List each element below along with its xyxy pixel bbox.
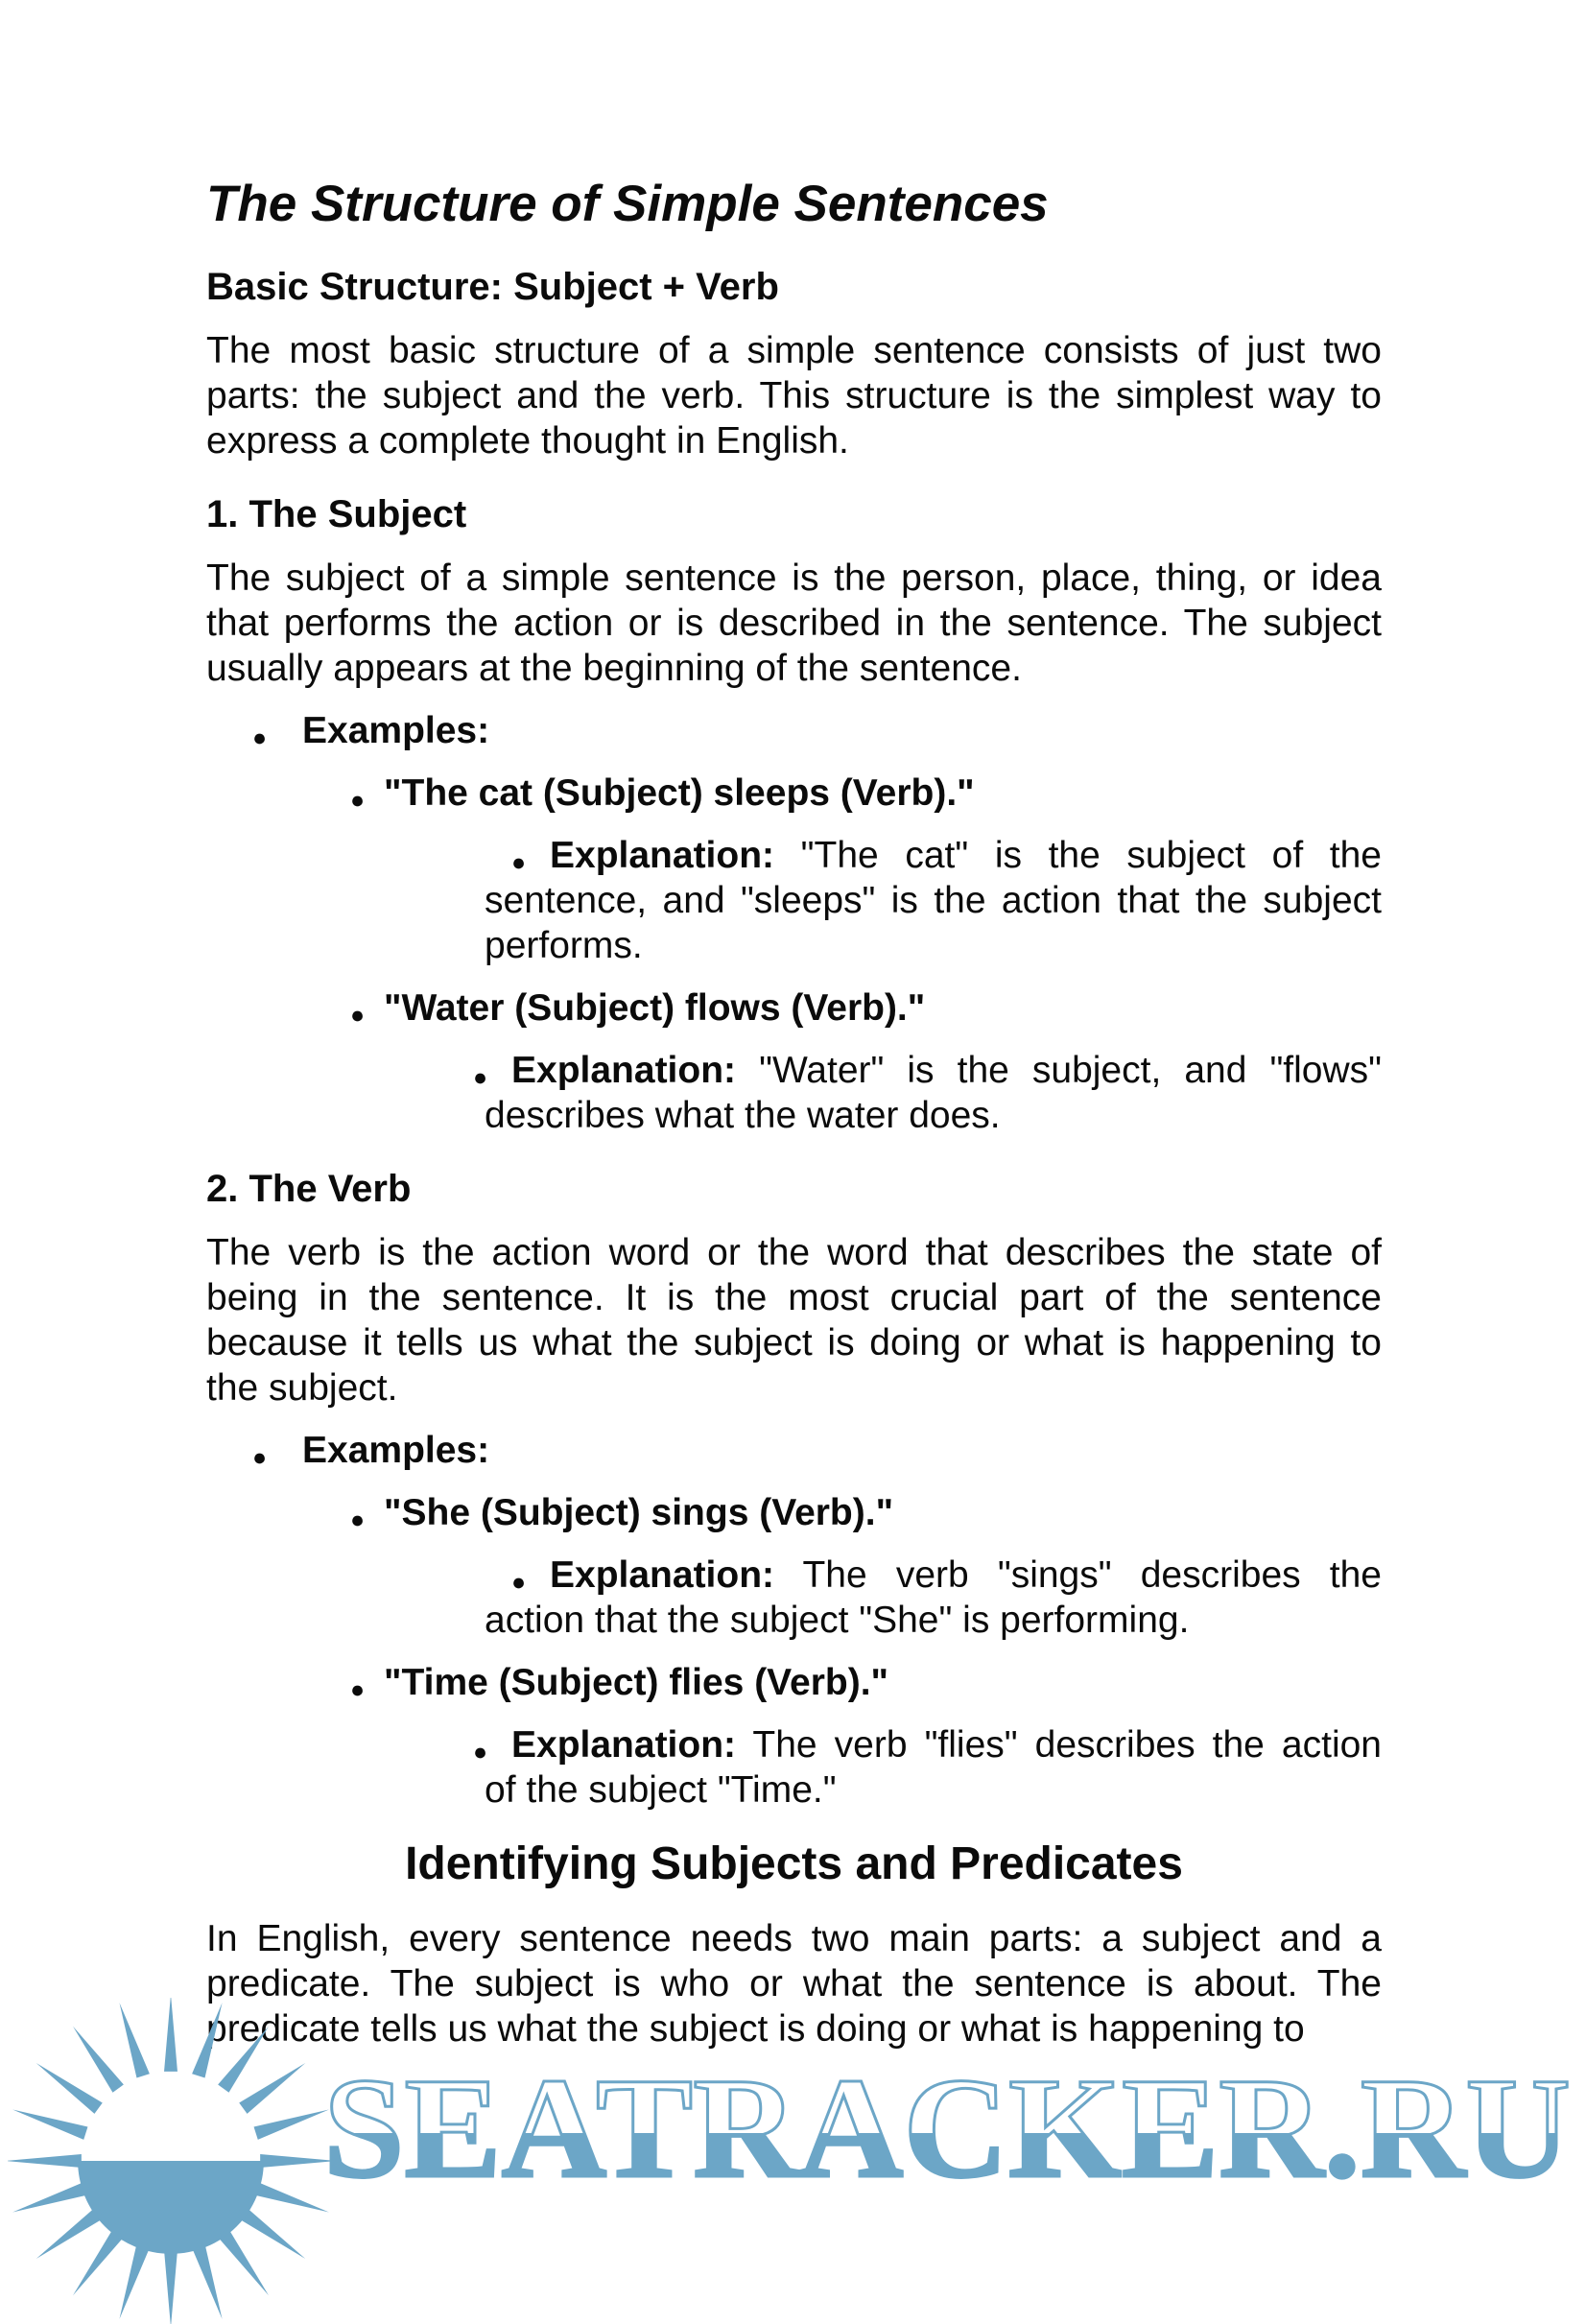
section-heading-identifying: Identifying Subjects and Predicates: [405, 1838, 1183, 1889]
list-item-example-sentence: ● "The cat (Subject) sleeps (Verb).": [206, 771, 1382, 816]
list-item-example-sentence: ● "She (Subject) sings (Verb).": [206, 1490, 1382, 1535]
watermark: [0, 1996, 1586, 2241]
list-item-explanation: [206, 1553, 1382, 1643]
paragraph-basic-structure: The most basic structure of a simple sentence consists of just two parts: the subject and the verb. This structure is the simplest way to express a complete thought in English.: [206, 330, 1382, 462]
explanation-label: Explanation:: [550, 835, 775, 876]
explanation-label: Explanation:: [511, 1724, 737, 1766]
explanation-text: The verb "sings" describes the action that the subject "She" is performing.: [485, 1554, 1382, 1641]
watermark-text: [321, 2046, 1580, 2204]
list-item-explanation: [206, 833, 1382, 968]
explanation-label: Explanation:: [550, 1554, 775, 1596]
watermark-text-glyphs: SEATRACKER.RU: [323, 2049, 1571, 2204]
section-heading-subject: 1. The Subject: [206, 493, 467, 535]
sun-icon: [8, 1998, 334, 2324]
list-item-example-sentence: ● "Time (Subject) flies (Verb).": [206, 1660, 1382, 1705]
list-item-explanation: [206, 1722, 1382, 1813]
list-item-explanation: [206, 1048, 1382, 1138]
page-title: The Structure of Simple Sentences: [206, 176, 1049, 232]
explanation-text: The verb "flies" describes the action of the subject "Time.": [485, 1724, 1382, 1811]
explanation-text: "The cat" is the subject of the sentence, and "sleeps" is the action that the subject performs.: [485, 835, 1382, 966]
sun-lower-half: [78, 2161, 264, 2254]
explanation-text: "Water" is the subject, and "flows" describes what the water does.: [485, 1050, 1382, 1136]
section-heading-verb: 2. The Verb: [206, 1168, 412, 1210]
list-item-examples-label: ● Examples:: [206, 708, 1382, 753]
paragraph-verb: The verb is the action word or the word that describes the state of being in the sentence. It is the most crucial part of the sentence because it tells us what the subject is doing or what is happening to the subject.: [206, 1232, 1382, 1409]
paragraph-subject: The subject of a simple sentence is the person, place, thing, or idea that performs the action or is described in the sentence. The subject usually appears at the beginning of the sentence.: [206, 557, 1382, 689]
list-item-examples-label: ● Examples:: [206, 1428, 1382, 1473]
list-item-example-sentence: ● "Water (Subject) flows (Verb).": [206, 985, 1382, 1031]
paragraph-identifying: In English, every sentence needs two main parts: a subject and a predicate. The subject is who or what the sentence is about. The predicate tells us what the subject is doing or what is happening to: [206, 1918, 1382, 2050]
explanation-label: Explanation:: [511, 1050, 737, 1091]
section-heading-basic-structure: Basic Structure: Subject + Verb: [206, 266, 779, 308]
